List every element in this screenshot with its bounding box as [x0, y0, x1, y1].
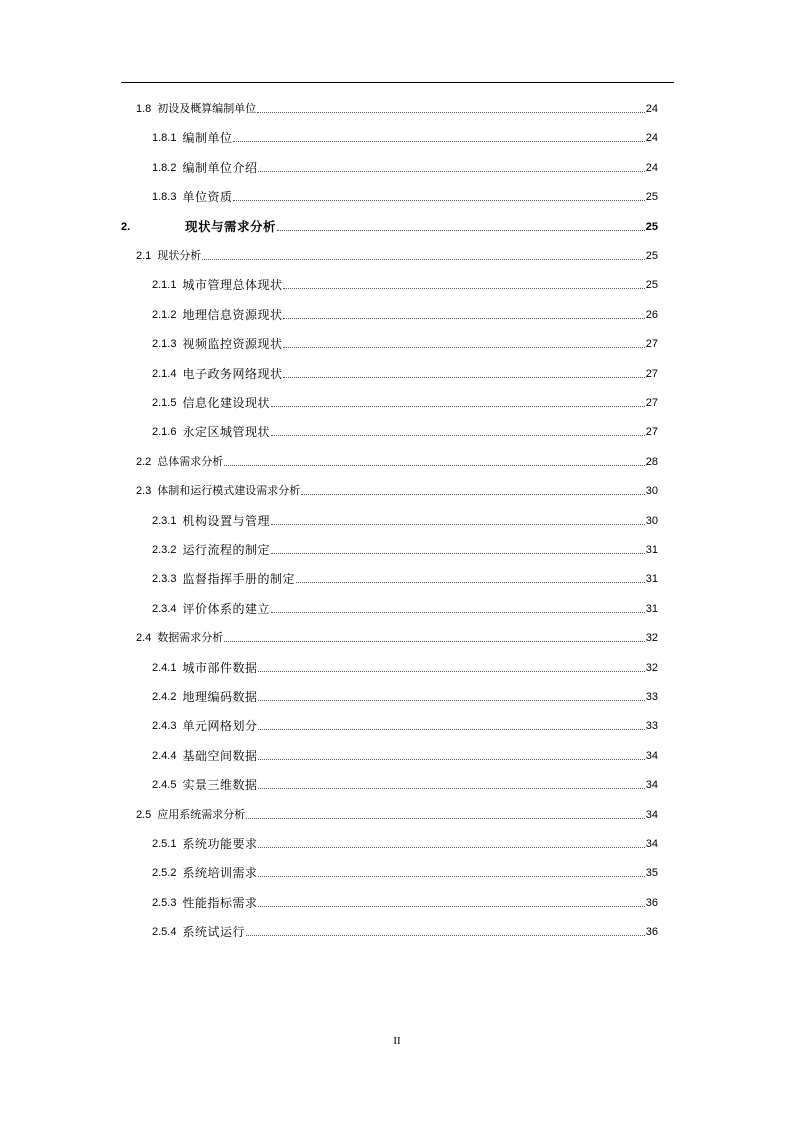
toc-dot-leader: [258, 699, 644, 701]
toc-dot-leader: [283, 346, 644, 348]
toc-dot-leader: [233, 140, 644, 142]
toc-entry[interactable]: [152, 331, 658, 351]
toc-entry-title: 城市管理总体现状: [182, 278, 283, 293]
toc-dot-leader: [224, 464, 644, 466]
toc-entry-page: 30: [645, 485, 658, 498]
toc-entry[interactable]: [152, 860, 658, 880]
toc-entry[interactable]: [152, 125, 658, 145]
toc-entry[interactable]: [152, 919, 658, 939]
toc-entry-page: 27: [645, 397, 658, 409]
toc-entry-number: 2.4.3: [152, 720, 177, 733]
toc-dot-leader: [296, 581, 645, 583]
toc-entry-number: 2.1.3: [152, 338, 177, 351]
footer-page-number: II: [393, 1035, 401, 1047]
toc-entry-page: 30: [645, 514, 658, 527]
toc-entry-page: 31: [645, 573, 658, 586]
toc-entry-title: 编制单位介绍: [182, 160, 258, 175]
toc-entry-number: 2.5.2: [152, 867, 177, 880]
toc-entry[interactable]: [152, 713, 658, 733]
toc-entry-title: 现状分析: [157, 249, 202, 262]
toc-entry-title: 系统试运行: [182, 925, 245, 940]
toc-dot-leader: [271, 552, 645, 554]
toc-dot-leader: [224, 640, 644, 642]
toc-dot-leader: [258, 905, 644, 907]
toc-entry[interactable]: [152, 743, 658, 763]
toc-dot-leader: [271, 434, 645, 436]
toc-entry-number: 2.4.2: [152, 691, 177, 703]
toc-entry-number: 2.5.3: [152, 896, 177, 909]
toc-entry-number: 2.4.5: [152, 779, 177, 792]
toc-dot-leader: [271, 405, 645, 407]
toc-entry[interactable]: [152, 508, 658, 528]
toc-entry-page: 36: [645, 896, 658, 909]
toc-entry[interactable]: [136, 96, 658, 116]
toc-entry-page: 24: [645, 132, 658, 145]
toc-entry-page: 25: [645, 220, 658, 233]
toc-entry-number: 2.: [121, 220, 131, 233]
toc-entry-page: 35: [645, 867, 658, 880]
toc-dot-leader: [271, 523, 645, 525]
toc-entry[interactable]: [152, 772, 658, 792]
toc-entry-page: 27: [645, 338, 658, 351]
toc-entry-title: 监督指挥手册的制定: [182, 572, 295, 587]
toc-dot-leader: [258, 670, 644, 672]
toc-entry[interactable]: [152, 184, 658, 204]
toc-entry-number: 2.3.3: [152, 573, 177, 586]
toc-entry-title: 信息化建设现状: [182, 396, 270, 410]
toc-dot-leader: [258, 728, 644, 730]
toc-entry-number: 2.1.1: [152, 279, 177, 292]
toc-entry-title: 性能指标需求: [182, 895, 258, 910]
toc-entry-number: 2.1.2: [152, 308, 177, 321]
toc-entry[interactable]: [152, 566, 658, 586]
toc-entry-number: 2.4.1: [152, 661, 177, 674]
toc-entry-title: 地理编码数据: [182, 690, 258, 704]
toc-entry-page: 34: [645, 808, 658, 821]
toc-entry[interactable]: [152, 155, 658, 175]
toc-entry[interactable]: [152, 390, 658, 410]
toc-entry-page: 32: [645, 661, 658, 674]
toc-entry[interactable]: [152, 831, 658, 851]
toc-entry-number: 2.2: [136, 455, 152, 468]
toc-entry-page: 36: [645, 926, 658, 939]
toc-entry-number: 2.3.2: [152, 544, 177, 556]
toc-entry[interactable]: [152, 272, 658, 292]
toc-entry-title: 电子政务网络现状: [182, 366, 283, 381]
toc-entry-number: 2.1: [136, 250, 152, 262]
toc-entry-number: 2.5: [136, 808, 152, 821]
toc-entry-page: 32: [645, 632, 658, 645]
toc-entry[interactable]: [121, 214, 658, 234]
toc-entry-title: 评价体系的建立: [182, 601, 270, 616]
toc-entry-title: 机构设置与管理: [182, 513, 270, 528]
toc-entry-page: 24: [645, 103, 658, 115]
toc-dot-leader: [301, 493, 644, 495]
header-rule: [121, 82, 674, 83]
toc-entry[interactable]: [152, 302, 658, 322]
toc-entry[interactable]: [152, 655, 658, 675]
toc-entry-number: 2.1.4: [152, 367, 177, 380]
toc-entry-page: 34: [645, 779, 658, 792]
toc-entry[interactable]: [136, 243, 658, 263]
toc-entry[interactable]: [152, 361, 658, 381]
toc-entry-page: 33: [645, 691, 658, 703]
toc-entry-number: 2.4.4: [152, 749, 177, 762]
toc-dot-leader: [258, 758, 644, 760]
toc-entry-title: 单位资质: [182, 190, 233, 205]
toc-entry-page: 28: [645, 455, 658, 468]
toc-entry-page: 25: [645, 191, 658, 204]
toc-dot-leader: [271, 611, 645, 613]
toc-entry[interactable]: [152, 537, 658, 557]
toc-entry-title: 应用系统需求分析: [157, 807, 246, 821]
toc-entry-number: 2.5.1: [152, 838, 177, 850]
toc-entry-title: 单元网格划分: [182, 719, 258, 734]
toc-dot-leader: [258, 875, 644, 877]
toc-entry-number: 2.1.6: [152, 426, 177, 439]
toc-entry-page: 27: [645, 426, 658, 439]
toc-entry-page: 25: [645, 279, 658, 292]
toc-entry[interactable]: [152, 684, 658, 704]
toc-entry-title: 编制单位: [182, 131, 233, 146]
toc-entry-title: 视频监控资源现状: [182, 337, 283, 352]
toc-entry-number: 2.3.1: [152, 514, 177, 527]
toc-dot-leader: [202, 258, 644, 260]
toc-entry-title: 体制和运行模式建设需求分析: [157, 484, 301, 498]
toc-entry[interactable]: [136, 478, 658, 498]
toc-entry-number: 2.3.4: [152, 602, 177, 615]
toc-entry-number: 2.4: [136, 632, 152, 645]
toc-entry-page: 27: [645, 367, 658, 380]
toc-dot-leader: [246, 934, 645, 936]
toc-entry-number: 1.8.3: [152, 191, 177, 204]
toc-entry-page: 34: [645, 838, 658, 850]
toc-entry[interactable]: [152, 596, 658, 616]
toc-entry-title: 基础空间数据: [182, 748, 258, 763]
toc-entry-title: 地理信息资源现状: [182, 307, 283, 322]
toc-entry-number: 1.8.1: [152, 132, 177, 145]
toc-dot-leader: [258, 787, 644, 789]
toc-entry-title: 系统功能要求: [182, 837, 258, 851]
toc-dot-leader: [283, 287, 644, 289]
toc-entry-page: 34: [645, 749, 658, 762]
toc-entry-number: 2.1.5: [152, 397, 177, 409]
toc-entry[interactable]: [136, 802, 658, 822]
toc-entry[interactable]: [152, 419, 658, 439]
toc-dot-leader: [258, 170, 644, 172]
toc-dot-leader: [257, 111, 644, 113]
toc-entry-title: 数据需求分析: [157, 631, 224, 645]
toc-entry-title: 永定区城管现状: [182, 425, 270, 440]
toc-dot-leader: [258, 846, 644, 848]
toc-entry[interactable]: [136, 449, 658, 469]
toc-entry-page: 31: [645, 544, 658, 556]
toc-entry-number: 2.5.4: [152, 926, 177, 939]
toc-dot-leader: [277, 229, 645, 231]
toc-entry-page: 31: [645, 602, 658, 615]
toc-entry-title: 初设及概算编制单位: [157, 102, 257, 115]
toc-entry-title: 系统培训需求: [182, 866, 258, 881]
toc-dot-leader: [233, 199, 644, 201]
toc-entry-page: 25: [645, 250, 658, 262]
toc-entry[interactable]: [152, 890, 658, 910]
toc-entry-page: 24: [645, 161, 658, 174]
toc-entry[interactable]: [136, 625, 658, 645]
toc-dot-leader: [283, 376, 644, 378]
toc-entry-number: 2.3: [136, 485, 152, 498]
toc-dot-leader: [283, 317, 644, 319]
toc-entry-title: 总体需求分析: [157, 454, 224, 468]
toc-entry-number: 1.8.2: [152, 161, 177, 174]
toc-entry-page: 26: [645, 308, 658, 321]
toc-entry-title: 运行流程的制定: [182, 543, 270, 557]
toc-entry-title: 现状与需求分析: [185, 218, 277, 234]
toc-dot-leader: [246, 817, 644, 819]
toc-entry-number: 1.8: [136, 103, 152, 115]
toc-entry-title: 实景三维数据: [182, 778, 258, 793]
toc-entry-page: 33: [645, 720, 658, 733]
toc-entry-title: 城市部件数据: [182, 660, 258, 675]
